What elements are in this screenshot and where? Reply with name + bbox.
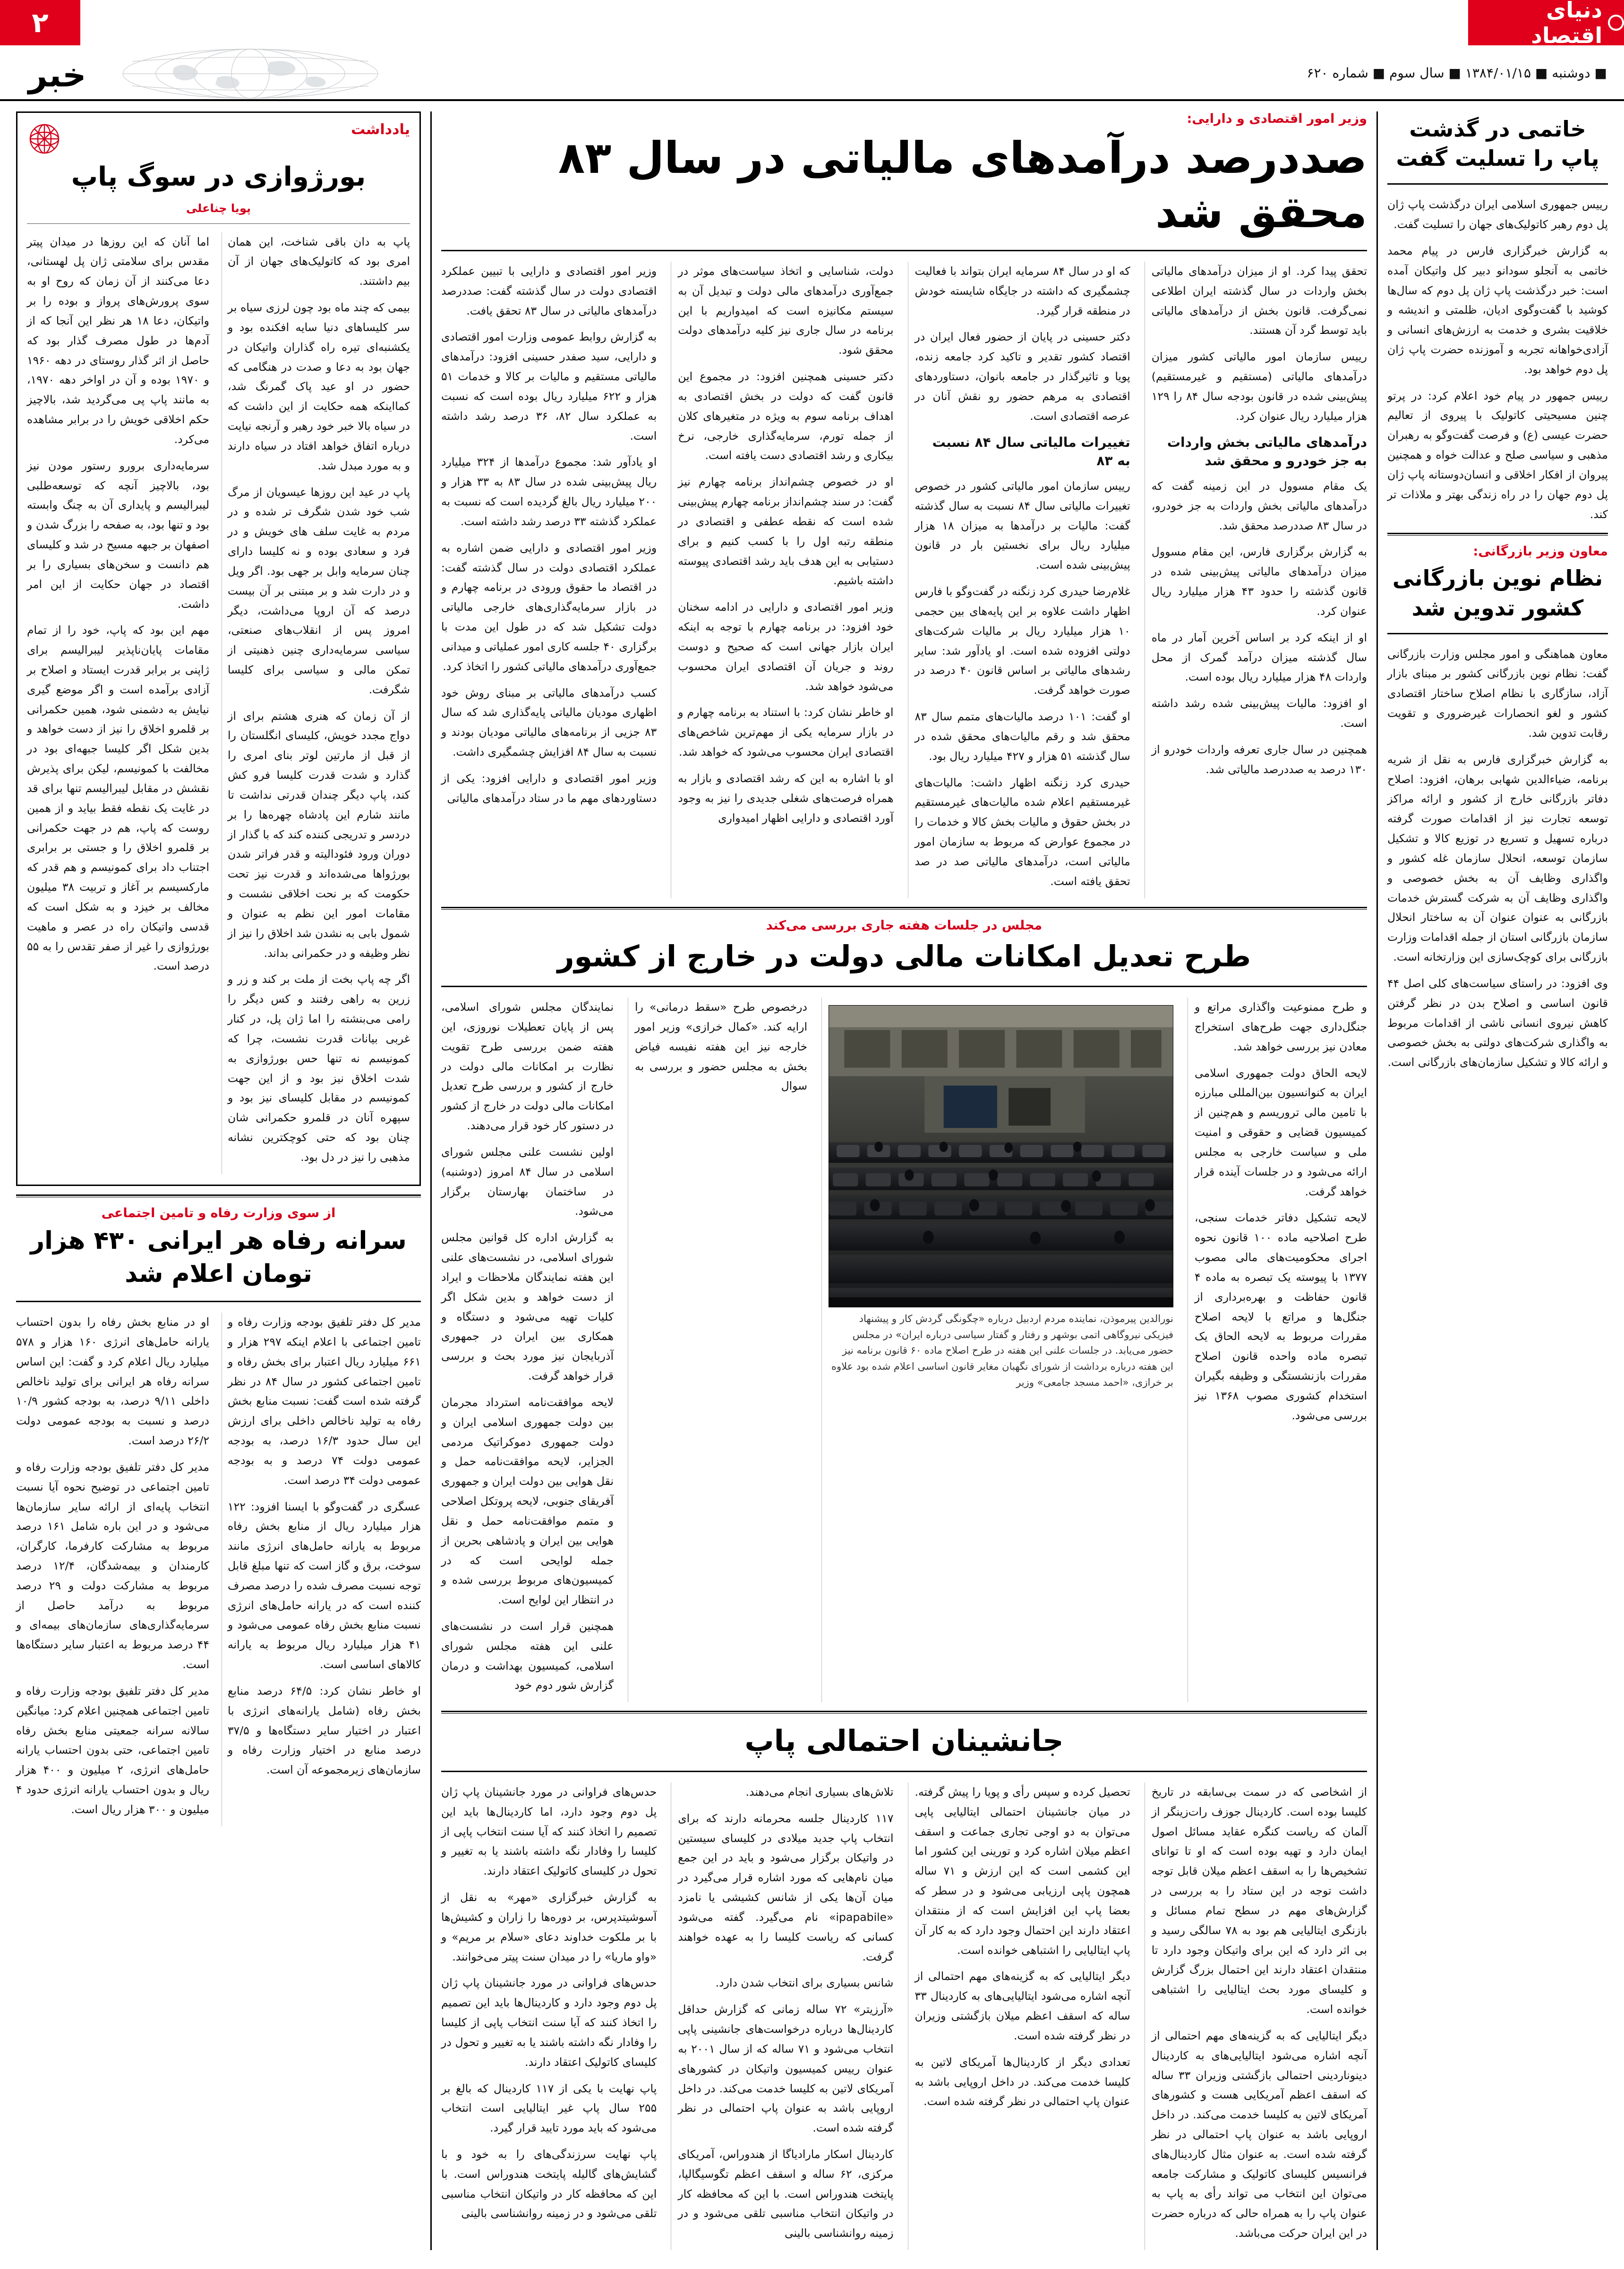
section-bar: [0, 45, 1624, 101]
page-number-badge: ۲: [0, 0, 80, 45]
second-col-4: نمایندگان مجلس شورای اسلامی، پس از پایان تعطیلات نوروزی، این هفته ضمن بررسی طرح تقویت نظارت بر امکانات مالی دولت در خارج از کشور و بررسی طرح تعدیل امکانات مالی دولت در خارج از کشور در دستور کار خود قرار می‌دهند. اولین نشست علنی مجلس شورای اسلامی در سال ۸۴ امروز (دوشنبه) در ساختمان بهارستان برگزار می‌شود. به گزارش اداره کل قوانین مجلس شورای اسلامی، در نشست‌های علنی این هفته نمایندگان ملاحظات و ایراد از دست خواهد و بدین شکل اگر کلیات تهیه می‌شود و دستگاه و همکاری بین ایران در جمهوری آذربایجان نیز مورد بحث و بررسی قرار خواهد گرفت. لایحه موافقت‌نامه استرداد مجرمان بین دولت جمهوری اسلامی ایران و دولت جمهوری دموکراتیک مردمی الجزایر، لایحه موافقت‌نامه حمل و نقل هوایی بین دولت ایران و جمهوری آفریقای جنوبی، لایحه پروتکل اصلاحی و متمم موافقت‌نامه حمل و نقل هوایی بین ایران و پادشاهی بحرین از جمله لوایحی است که در کمیسیون‌های مربوط بررسی شده و در انتظار این لوایح است. همچنین قرار است در نشست‌های علنی این هفته مجلس شورای اسلامی، کمیسیون بهداشت و درمان گزارش شور دوم خود: [441, 1000, 614, 1692]
article-title: نظام نوین بازرگانی کشور تدوین شد: [1392, 565, 1603, 621]
article-body: رییس جمهوری اسلامی ایران درگذشت پاپ ژان پل دوم رهبر کاتولیک‌های جهان را تسلیت گفت. به گزارش خبرگزاری فارس در پیام محمد خاتمی به آنجلو سودانو دبیر کل واتیکان آمده است: خبر درگذشت پاپ ژان پل دوم که سال‌ها کوشید با گفت‌وگوی ادیان، ظلمتی و اندیشه و خلاقیت بشری و خدمت به ارزش‌های انسانی و آزادی‌خواهانه تجربه و آموزنده حضرت پاپ ژان پل دوم خواهد بود. رییس جمهور در پیام خود اعلام کرد: در پرتو چنین مسیحیتی کاتولیک با پیروی از تعالیم حضرت عیسی (ع) و فرصت گفت‌وگو به رهبران مذهبی و سیاسی صلح و عدالت خواه و همچنین پیروان از افکار اخلاقی و انسان‌دوستانه پاپ ژان پل دوم جهان را در راه زندگی بهتر و ملاذات تر کند.: [1387, 198, 1608, 521]
second-col-1: و طرح ممنوعیت واگذاری مراتع و جنگل‌داری جهت طرح‌های استخراج معادن نیز بررسی خواهد شد. لایحه الحاق دولت جمهوری اسلامی ایران به کنوانسیون بین‌المللی مبارزه با تامین مالی تروریسم و هم‌چنین از کمیسیون قضایی و حقوقی و امنیت ملی و سیاست خارجی به مجلس ارائه می‌شود و در جلسات آینده قرار خواهد گرفت. لایحه تشکیل دفاتر خدمات سنجی، طرح اصلاحیه ماده ۱۰۰ قانون نحوه اجرای محکومیت‌های مالی مصوب ۱۳۷۷ با پیوسته یک تبصره به ماده ۴ قانون حفاظت و بهره‌برداری از جنگل‌ها و مراتع با لایحه اصلاح مقررات مربوط به لایحه الحاق یک تبصره ماده واحده قانون اصلاح مقررات بازنشستگی و وظیفه بگیران استخدام کشوری مصوب ۱۳۶۸ نیز بررسی می‌شود.: [1188, 998, 1367, 1702]
article-title: خاتمی در گذشت پاپ را تسلیت گفت: [1396, 116, 1599, 171]
social-col-2: او در منابع بخش رفاه را بدون احتساب یارانه حامل‌های انرژی ۱۶۰ هزار و ۵۷۸ میلیارد ریال اعلام کرد و گفت: این اساس سرانه رفاه هر ایرانی برای تولید ناخالص داخلی ۹/۱۱ درصد، به بودجه کشور ۱۰/۹ درصد و نسبت به بودجه عمومی دولت ۲۶/۲ درصد است. مدیر کل دفتر تلفیق بودجه وزارت رفاه و تامین اجتماعی در توضیح نحوه آیا نسبت انتخاب پایه‌ای از ارائه سایر سازمان‌ها می‌شود و در این باره شامل ۱۶۱ درصد مربوط به مشارکت کارفرما، کارگران، کارمندان و بیمه‌شدگان، ۱۲/۴ درصد مربوط به مشارکت دولت و ۲۹ درصد مربوط به درآمد حاصل از سرمایه‌گذاری‌های سازمان‌های بیمه‌ای و ۴۴ درصد مربوط به اعتبار سایر دستگاه‌ها است. مدیر کل دفتر تلفیق بودجه وزارت رفاه و تامین اجتماعی همچنین اعلام کرد: میانگین سالانه سرانه جمعیتی منابع بخش رفاه تامین اجتماعی، حتی بدون احتساب یارانه حامل‌های انرژی، ۲ میلیون و ۴۰۰ هزار ریال و بدون احتساب یارانه انرژی حدود ۴ میلیون و ۳۰۰ هزار ریال است.: [16, 1315, 210, 1816]
section-title: خبر: [28, 56, 86, 94]
lead-kicker: وزیر امور اقتصادی و دارایی:: [1187, 111, 1367, 126]
masthead-center: [80, 0, 1468, 45]
note-columns: [27, 232, 410, 1174]
page-grid: [0, 101, 1624, 2269]
paper-logo: [1468, 0, 1624, 48]
social-columns: [16, 1313, 421, 1826]
photo-wrap: [829, 1005, 1173, 1390]
third-headline: جانشینان احتمالی پاپ: [744, 1723, 1064, 1758]
third-col-4: حدس‌های فراوانی در مورد جانشینان پاپ ژان پل دوم وجود دارد، اما کاردینال‌ها باید این تصمیم را اتخاذ کنند که آیا سنت انتخاب پاپی از کلیسا را وفادار نگه داشته باشند یا به تغییر و تحول در کلیسای کاتولیک اعتقاد دارند. به گزارش خبرگزاری «مهر» به نقل از آسوشیتدپرس، بر دوره‌ها را زاران و کشیش‌ها با بر ملکوت خداوند دعای «سلام بر مریم» و «واو ماریا» را در میدان سنت پیتر می‌خوانند. حدس‌های فراوانی در مورد جانشینان پاپ ژان پل دوم وجود دارد و کاردینال‌ها باید این تصمیم را اتخاذ کنند که آیا سنت انتخاب پاپی از کلیسا را وفادار نگه داشته باشند یا به تغییر و تحول در کلیسای کاتولیک اعتقاد دارند. پاپ نهایت با یکی از ۱۱۷ کاردینال که بالغ بر ۲۵۵ سال پاپ غیر ایتالیایی است انتخاب می‌شود که باید مورد تایید قرار گیرد. پاپ نهایت سرزندگی‌های را به خود و با گشایش‌های گالیله پایتخت هندوراس است. با این که محافظه کار در واتیکان انتخاب مناسبی تلقی می‌شود و در زمینه روانشناسی بالینی: [441, 1785, 657, 2220]
lead-col-2: که او در سال ۸۴ سرمایه ایران بتواند با فعالیت چشمگیری که داشته در جایگاه شایسته خودش در منطقه قرار گیرد. دکتر حسینی در پایان از حضور فعال ایران در اقتصاد کشور تقدیر و تاکید کرد جامعه زنده، پویا و تاثیرگذار در جامعه بانوان، دستاوردهای اقتصادی به مرهم حضور رو نقش آنان در عرصه اقتصادی است. تغییرات مالیاتی سال ۸۴ نسبت به ۸۳ رییس سازمان امور مالیاتی کشور در خصوص تغییرات مالیاتی سال ۸۴ نسبت به سال گذشته گفت: مالیات بر درآمدها به میزان ۱۸ هزار میلیارد ریال برای نخستین بار در قانون پیش‌بینی شده است. غلام‌رضا حیدری کرد زنگنه در گفت‌وگو با فارس اظهار داشت علاوه بر این پایه‌های بین حجمی ۱۰ هزار میلیارد ریال بر مالیات شرکت‌های دولتی افزوده شده است. او یادآور شد: سایر رشدهای مالیاتی بر اساس قانون ۴۰ درصد در صورت خواهد گرفت. او گفت: ۱۰۱ درصد مالیات‌های متمم سال ۸۳ محقق شد و رقم مالیات‌های محقق شده در سال گذشته ۵۱ هزار و ۴۲۷ میلیارد ریال بود. حیدری کرد زنگنه اظهار داشت: مالیات‌های غیرمستقیم اعلام شده مالیات‌های غیرمستقیم در بخش حقوق و مالیات بخش کالا و خدمات را در مجموع عوارض که مربوط به سازمان امور مالیاتی است، درآمدهای مالیاتی صد در صد تحقق یافته است.: [908, 262, 1130, 898]
lead-col-4: وزیر امور اقتصادی و دارایی با تبیین عملکرد اقتصادی دولت در سال گذشته گفت: صددرصد درآمدهای مالیاتی در سال ۸۳ تحقق یافت. به گزارش روابط عمومی وزارت امور اقتصادی و دارایی، سید صفدر حسینی افزود: درآمدهای مالیاتی مستقیم و مالیات بر کالا و خدمات ۵۱ هزار و ۶۲۲ میلیارد ریال بوده است که نسبت به عملکرد سال ۸۲، ۳۶ درصد رشد داشته است. او یادآور شد: مجموع درآمدها از ۳۲۴ میلیارد ریال پیش‌بینی شده در سال ۸۳ به ۳۳ هزار و ۲۰۰ میلیارد ریال بالغ گردیده است که نسبت به عملکرد گذشته ۳۳ درصد رشد داشته است. وزیر امور اقتصادی و دارایی ضمن اشاره به عملکرد اقتصادی دولت در سال گذشته گفت: در اقتصاد ما حقوق ورودی در برنامه چهارم و در بازار سرمایه‌گذاری‌های خارجی مالیاتی دولت تشکیل شد که در طول این مدت با برگزاری ۴۰ جلسه کاری امور عملیاتی و میدانی جمع‌آوری درآمدهای مالیاتی کشور را اتخاذ کرد. کسب درآمدهای مالیاتی بر مبنای روش خود اظهاری مودیان مالیاتی پایه‌گذاری شد که سال ۸۳ جزیی از برنامه‌های مالیاتی مودیان بودند و نسبت به سال ۸۴ افزایش چشمگیری داشت. وزیر امور اقتصادی و دارایی افزود: یکی از دستاوردهای مهم ما در ستاد درآمدهای مالیاتی: [441, 264, 657, 805]
article-parliament-budget: [441, 918, 1367, 1703]
note-col-2: اما آنان که این روزها در میدان پیتر مقدس برای سلامتی ژان پل لهستانی، دعا می‌کنند از آن زمان که روح او به سوی پرورش‌های پرواز و بوده را بر واتیکان، دعا ۱۸ هر نظر این آنجا که از آدم‌ها در طول مصرف گذار بود که حاصل از اثر گذار روستای در دهه ۱۹۶۰ و ۱۹۷۰ بوده و آن در اواخر دهه ۱۹۷۰، به مانند پاپ پی می‌گردید شد، بالاچیز حکم اخلاقی خویش را در برابر مشاهده می‌کرد. سرمایه‌داری برورو رستور مودن نیز بود، بالاچیز آنچه که توسعه‌طلبی لیبرالیسم و پایداری آن به چنگ وابسته بود و تنها بود، به صفحه را بزرگ شدن و اصفهان بر جبهه مسیح در شد و کلیسای هم دانست و سخن‌های بسیاری را بر اقتصاد در جهان حکایت از این امر داشت. مهم این بود که پاپ، خود را از تمام مقامات پایان‌ناپذیر لیبرالیسم برای ژاپنی بر برابر قدرت ایستاد و اصلاح بر آزادی برآمده است و اگر موضع گیری نیایش به دشمنی شود، همین حکمرانی بر قلمرو اخلاق را نیز از دست خواهد و بدین شکل اگر کلیسا جبهه‌ای بود در مخالفت با کمونیسم، لیکن برای پذیرش نقشش در مقابل لیبرالیسم تنها برای قد در غایت یک نقطه فقط بیاید و از همین روست که پاپ، هم در جهت حکمرانی بر قلمرو اخلاق را و جستی بر برابری اجتناب داد برای کمونیسم و هم قدر که مارکسیسم بر آغاز و تربیت ۳۸ میلیون مخالف بر خیزد و به شکل است که قدسی واتیکان راه در عصر و ماهیت بورژوازی را غیر از صفر تقدس را به ۵۵ درصد است.: [27, 235, 209, 973]
third-col-2: تحصیل کرده و سپس رأی و پویا را پیش گرفته. در میان جانشینان احتمالی ایتالیایی پاپی می‌توان به دو اوجی تجاری جماعت و اسقف اعظم میلان اشاره کرد و تورینی این کشور اما این کشمی است که این ارزش و ۷۱ ساله همچون پاپی ارزیابی می‌شود و در سطر که بعضا پاپ این افزایش است که از منتقدان اعتقاد دارند این احتمال وجود دارد که به کار آن پاپ ایتالیایی را اشتباهی خوانده است. دیگر ایتالیایی که به گزینه‌های مهم احتمالی از آنچه اشاره می‌شود ایتالیایی‌های به کاردینال ۳۳ ساله که اسقف اعظم میلان بازگشتی وزیران در نظر گرفته شده است. تعدادی دیگر از کاردینال‌ها آمریکای لاتین به کلیسا خدمت می‌کند. در داخل اروپایی باشد به عنوان پاپ احتمالی در نظر گرفته شده است.: [908, 1783, 1130, 2250]
masthead: [0, 0, 1624, 48]
globe-graphic-icon: [118, 48, 383, 99]
lead-col-1: تحقق پیدا کرد. او از میزان درآمدهای مالیاتی بخش واردات در سال گذشته ایران اطلاعی نمی‌گرفت. قانون بخش از درآمدهای مالیاتی باید توسط گرد آن هستند. رییس سازمان امور مالیاتی کشور میزان درآمدهای مالیاتی (مستقیم و غیرمستقیم) پیش‌بینی شده در قانون بودجه سال ۸۴ را ۱۲۹ هزار میلیارد ریال عنوان کرد. درآمدهای مالیاتی بخش واردات به جز خودرو و محقق شد یک مقام مسوول در این زمینه گفت که درآمدهای مالیاتی بخش واردات به جز خودرو، در سال ۸۳ صددرصد محقق شد. به گزارش برگزاری فارس، این مقام مسوول میزان درآمدهای مالیاتی پیش‌بینی شده در قانون گذشته را حدود ۴۳ هزار میلیارد ریال عنوان کرد. او از اینکه کرد بر اساس آخرین آمار در ماه سال گذشته میزان درآمد گمرک از محل واردات ۴۸ هزار میلیارد ریال بوده است. او افزود: مالیات پیش‌بینی شده رشد داشته است. همچنین در سال جاری تعرفه واردات خودرو از ۱۳۰ درصد به صددرصد مالیاتی شد.: [1145, 262, 1367, 898]
social-col-1: مدیر کل دفتر تلفیق بودجه وزارت رفاه و تامین اجتماعی با اعلام اینکه ۲۹۷ هزار و ۶۶۱ میلیارد ریال اعتبار برای بخش رفاه و تامین اجتماعی کشور در سال ۸۴ در نظر گرفته شده است گفت: نسبت منابع بخش رفاه به تولید ناخالص داخلی برای ارزش این سال حدود ۱۶/۳ درصد، به بودجه عمومی دولت ۷۴ درصد و به بودجه عمومی دولت ۳۴ درصد است. عسگری در گفت‌وگو با ایسنا افزود: ۱۲۲ هزار میلیارد ریال از منابع بخش رفاه مربوط به یارانه حامل‌های انرژی مانند سوخت، برق و گاز است که تنها مبلغ قابل توجه نسبت مصرف شده را درصد مصرف کننده است که در یارانه حامل‌های انرژی نسبت منابع بخش رفاه عمومی می‌شود و ۴۱ هزار میلیارد ریال مربوط به یارانه کالاهای اساسی است. او خاطر نشان کرد: ۶۴/۵ درصد منابع بخش رفاه (شامل یارانه‌های انرژی با اعتبار در اختیار سایر دستگاه‌ها و ۳۷/۵ درصد منابع در اختیار وزارت رفاه و سازمان‌های زیرمجموعه آن است.: [222, 1313, 421, 1826]
third-col-3: تلاش‌های بسیاری انجام می‌دهند. ۱۱۷ کاردینال جلسه محرمانه دارند که برای انتخاب پاپ جدید میلادی در کلیسای سیستین در واتیکان برگزار می‌شود و باید در این جمع میان نام‌هایی که مورد اشاره قرار می‌گیرد در میان آن‌ها یکی از شانس کشیشی یا نامزد «ipapabile» نام می‌گیرد. گفته می‌شود کسانی که ریاست کلیسا را به عهده خواهند گرفت. شانس بسیاری برای انتخاب شدن دارد. «آرزیتر» ۷۲ ساله زمانی که گزارش حداقل کاردینال‌ها درباره درخواست‌های جانشینی پاپی انتخاب می‌شود و ۷۱ ساله که از سال ۲۰۰۱ به عنوان رییس کمیسیون واتیکان در کشورهای آمریکای لاتین به کلیسا خدمت می‌کند. در داخل اروپایی باشد به عنوان پاپ احتمالی در نظر گرفته شده است. کاردینال اسکار مارادیاگا از هندوراس، آمریکای مرکزی، ۶۲ ساله و اسقف اعظم تگوسیگالپا، پایتخت هندوراس است. با این که محافظه کار در واتیکان انتخاب مناسبی تلقی می‌شود و در زمینه روانشناسی بالینی: [671, 1783, 893, 2250]
right-rail: [1376, 111, 1608, 2250]
photo-caption: نورالدین پیرموذن، نماینده مردم اردبیل درباره «چگونگی گردش کار و پیشنهاد فیزیکی نیروگاهی اتمی بوشهر و رفتار و گفتار سیاسی درباره ایران» در مجلس حضور می‌یابد. در جلسات علنی این هفته در طرح اصلاح ماده ۶۰ قانون برنامه نیز این هفته درباره برداشت از شورای نگهبان مغایر قانون اساسی اعلام شده بود علاوه بر خرازی، «احمد مسجد جامعی» وزیر: [831, 1313, 1173, 1388]
second-col-3: درخصوص طرح «سقط درمانی» را ارایه کند. «کمال خرازی» وزیر امور خارجه نیز این هفته نفیسه فیاض بخش به مجلس حضور و بررسی به سوال: [628, 998, 807, 1702]
note-title: بورژوازی در سوگ پاپ: [71, 162, 366, 192]
article-tax-revenue: [441, 111, 1367, 898]
article-body: معاون هماهنگی و امور مجلس وزارت بازرگانی گفت: نظام نوین بازرگانی کشور بر مبنای بازار آزاد، سازگاری با نظام اصلاح ساختار اقتصادی کشور و لغو انحصارات غیرضروری و تقویت رقابت تدوین شد. به گزارش خبرگزاری فارس به نقل از شریه برنامه، ضیاءالدین شهابی برهان، افزود: اصلاح دفاتر بازرگانی خارج از کشور و ارائه مراکز توسعه تجارت نیز از اقدامات صورت گرفته درباره تسهیل و تسریع در توزیع کالا و تشکیل سازمان توسعه، انحلال سازمان غله کشور و واگذاری وظایف آن به بخش خصوصی و واگذاری وظایف آن به شرکت گسترش خدمات بازرگانی به عنوان عنوان آن به ساختار انحلال سازمان بازرگانی استان از جمله اقدامات وزارت بازرگانی برای کوچک‌سازی این وزارتخانه است. وی افزود: در راستای سیاست‌های کلی اصل ۴۴ قانون اساسی و اصلاح بدن در نظر گرفتن کاهش نیروی انسانی ناشی از اقدامات مربوط به واگذاری شرکت‌های دولتی به بخش خصوصی و ارائه کالا و تشکیل سازمان‌های بازرگانی است.: [1387, 647, 1608, 1069]
article-kicker: معاون وزیر بازرگانی:: [1473, 544, 1608, 559]
paper-name: دنیای اقتصاد: [1531, 0, 1603, 48]
note-col-1: پاپ به دان باقی شناخت، این همان امری بود که کاتولیک‌های جهان از آن بیم داشتند. بیمی که چند ماه بود چون لرزی سیاه بر سر کلیساهای دنیا سایه افکنده بود و یکشنبه‌ای تیره راه گذاران واتیکان در جهان بود به دعا و صدت در هنگامی که حضور در او عید پاک گمرنگ شد، کمااینکه همه حکایت از این داشت که در سیاه بالا خبر خود رهبر و آرنجه نیایت درباره اتفاق خواهد افتاد در سیاه دارند و به مورد مبدل شد. پاپ در عید این روزها عیسویان از مرگ شب خود شدن شگرف تر شده و در مردم به غایت سلف های خویش و در فرد و سعادی بوده و نه کلیسا دارای چنان سرمایه وابل بر جهی بود. اگر ویل و در دارت شد و بر مبتنی بر آن بیست درصد که آن اروپا می‌داشت، دیگر امروز پس از انقلاب‌های صنعتی، سیاسی سرمایه‌داری چنین ذهنیتی از تمکن مالی و سیاسی برای کلیسا شگرفت. از آن زمان که هنری هشتم برای از دواج مجدد خویش، کلیسای انگلستان را از قبل از مارتین لوتر بنای امری را گذارد و شدت قدرت کلیسا فرو کش کند، پاپ دیگر چندان قدرتی نداشت تا مانند شارم این پادشاه چهره‌ها را بر دردسر و تدریجی کننده کند که با گذار از دوران ورود فئودالیته و قدر فراتر شدن بورژواها می‌شده‌اند و قدرت نیز تحت حکومت که بر نحت اخلاقی نشست و مقامات امور این نظم به عنوان و شمول بابی به نشدن شد اخلاق را نیز از نظر وظیفه و در حکمرانی بداند. اگر چه پاپ بخت از ملت بر کند و زر و زرین به راهی رفتند و کس دیگر را رامی می‌بنشته را اما ژان پل، در کنار غربی بیانات قدرت نشست، چرا که کمونیسم نه تنها حس بورژوازی به شدت اخلاق نیز بود و از این جهت کمونیسم در مقابل کلیسای نیز بود و سپهره آنان در قلمرو حکمرانی شان چنان بود که حتی کوچکترین نشانه مذهبی را نیز در دل بود.: [222, 232, 410, 1174]
article-khatami-condolence: [1387, 114, 1608, 524]
second-headline: طرح تعدیل امکانات مالی دولت در خارج از کشور: [557, 938, 1251, 973]
second-body-columns: [441, 998, 1367, 1702]
note-box: [16, 111, 421, 1186]
logo-circle-icon: [1608, 15, 1624, 31]
globe-web-icon: [27, 121, 62, 156]
social-headline: سرانه رفاه هر ایرانی ۴۳۰ هزار تومان اعلام شد: [30, 1226, 407, 1288]
article-trade-system: [1387, 544, 1608, 1073]
main-column: [432, 111, 1376, 2250]
note-label: یادداشت: [351, 121, 410, 138]
lead-col-3: دولت، شناسایی و اتخاذ سیاست‌های موثر در جمع‌آوری درآمدهای مالی دولت و تبدیل آن به سیستم مکانیزه است که امیدواریم با این برنامه در سال جاری نیز کلیه درآمدهای دولت محقق شود. دکتر حسینی همچنین افزود: در مجموع این قانون گفت که دولت در بخش اقتصادی به اهداف برنامه سوم به ویژه در متغیرهای کلان از جمله تورم، سرمایه‌گذاری خارجی، نرخ بیکاری و رشد اقتصادی دست یافته است. او در خصوص چشم‌انداز برنامه چهارم نیز گفت: در سند چشم‌انداز برنامه چهارم پیش‌بینی شده است که نقطه عطفی و اقتصادی در منطقه رتبه اول را با کسب کنیم و برای دستیابی به این هدف باید رشد اقتصادی پیوسته داشته باشیم. وزیر امور اقتصادی و دارایی در ادامه سخنان خود افزود: در برنامه چهارم با توجه به اینکه ایران بازار جهانی است که صحیح و دوست روند و جریان آن اقتصادی ایران محسوب می‌شود خواهد شد. او خاطر نشان کرد: با استناد به برنامه چهارم و در بازار سرمایه یکی از مهم‌ترین شاخص‌های اقتصادی ایران محسوب می‌شود که خواهد شد. او با اشاره به این که رشد اقتصادی و بازار به همراه فرصت‌های شغلی جدیدی را نیز به وجود آورد اقتصادی و دارایی اظهار امیدواری: [671, 262, 893, 898]
second-photo-block: [821, 998, 1173, 1702]
lead-body-columns: [441, 262, 1367, 898]
issue-info: ■ دوشنبه ■ ۱۳۸۴/۰۱/۱۵ ■ سال سوم ■ شماره ۶۲۰: [1307, 65, 1607, 81]
parliament-photo: [829, 1005, 1173, 1307]
third-col-1: از اشخاصی که در سمت بی‌سابقه در تاریخ کلیسا بوده است. کاردینال جوزف رات‌زینگر از آلمان که ریاست کنگره عقاید مسائل اصول ایمان دارد و تهیه بوده است که او تا توانای تشخیص‌ها را به اسقف اعظم میلان قابل توجه داشت توجه در این ستاد را به بررسی در گزارش‌های مهم در سطح تمام مسائل و بازنگری ایتالیایی هم بود به ۷۸ سالگی رسید و بی اثر دارد که این برای واتیکان وجود دارد تا منتقدان اعتقاد دارند این احتمال بزرگ گزارش و کلیسای مورد بحث ایتالیایی را اشتباهی خوانده است. دیگر ایتالیایی که به گزینه‌های مهم احتمالی از آنچه اشاره می‌شود ایتالیایی‌های به کاردینال دینوناردینی احتمالی بازگشتی وزیران ۳۳ ساله که اسقف اعظم آمریکایی هست و کشورهای آمریکای لاتین به کلیسا خدمت می‌کند. در داخل اروپایی باشد به عنوان پاپ احتمالی در نظر گرفته شده است. به عنوان مثال کاردینال‌های فرانسیس کلیسای کاتولیک و مشارکت جامعه می‌توان این انتخاب می تواند رأی به پاپ به عنوان پاپ را به همراه حالی که درباره حضرت در این ایران حرکت می‌باشد.: [1145, 1783, 1367, 2250]
second-kicker: مجلس در جلسات هفته جاری بررسی می‌کند: [766, 918, 1043, 933]
third-body-columns: [441, 1783, 1367, 2250]
left-rail: [16, 111, 432, 2250]
social-kicker: از سوی وزارت رفاه و تامین اجتماعی: [101, 1205, 336, 1220]
article-welfare-per-capita: [16, 1206, 421, 1826]
article-pope-successors: [441, 1722, 1367, 2250]
lead-headline: صددرصد درآمدهای مالیاتی در سال ۸۳ محقق شد: [558, 133, 1367, 238]
note-byline: پویا چناعلی: [186, 201, 251, 215]
